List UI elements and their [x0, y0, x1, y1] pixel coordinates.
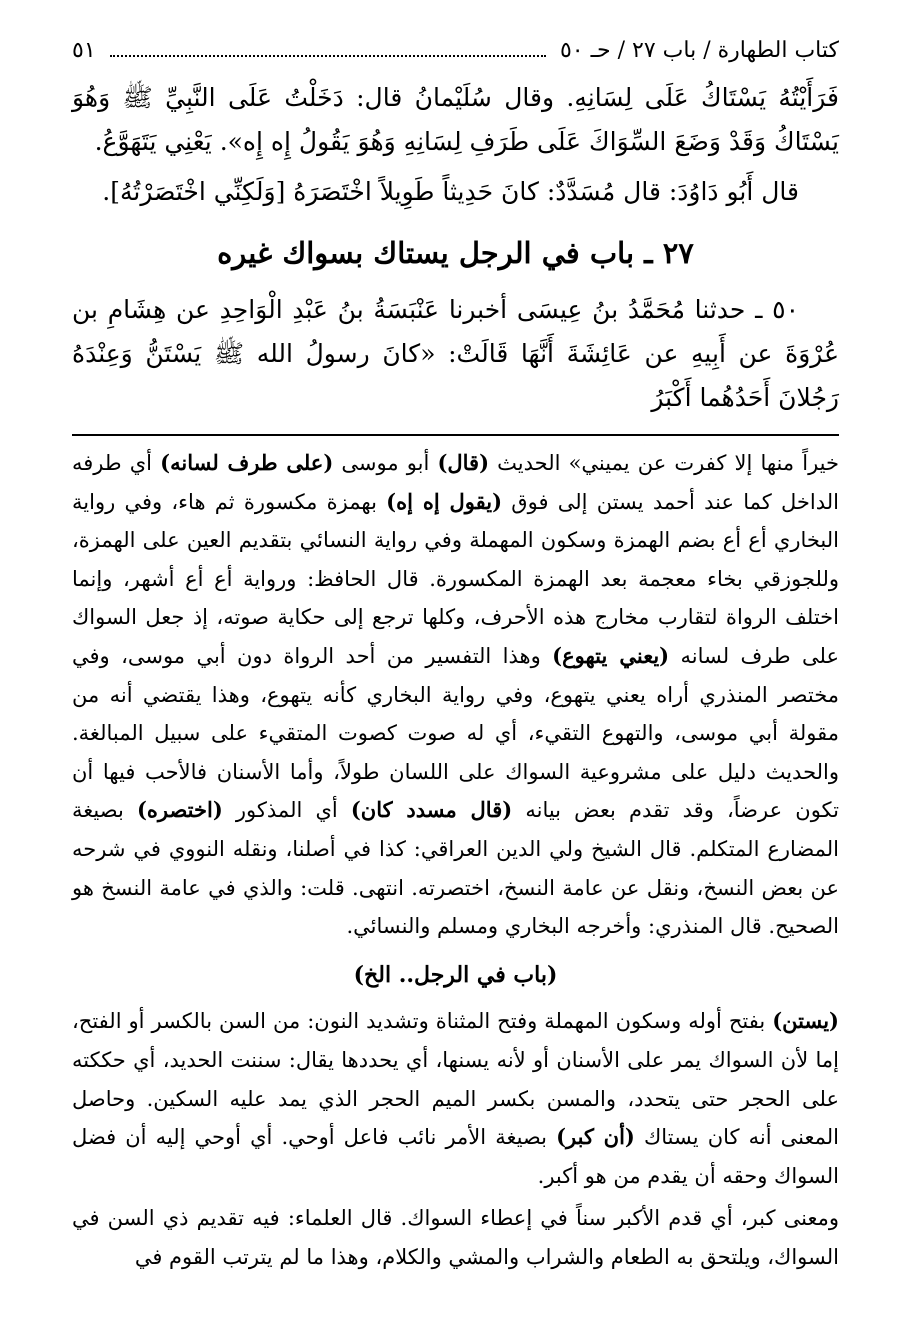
commentary-text: أبو موسى — [333, 451, 438, 475]
main-paragraph: فَرَأَيْتُهُ يَسْتَاكُ عَلَى لِسَانِهِ. وقال سُلَيْمانُ قال: دَخَلْتُ عَلَى النَّبِيِّ ﷺ وَهُوَ يَسْتَاكُ وَقَدْ وَضَعَ السِّوَاكَ عَلَى طَرَفِ لِسَانِهِ وَهُوَ يَقُولُ إِه إِه». يَعْنِي يَتَهَوَّعُ. — [72, 83, 839, 156]
commentary-keyword: (يقول إه إه) — [386, 488, 503, 514]
commentary-text: بصيغة الأمر نائب فاعل أوحي. أي أوحي إليه أن فضل السواك وحقه أن يقدم من هو أكبر. — [72, 1125, 839, 1188]
main-text — [72, 76, 839, 214]
main-paragraph: قال أَبُو دَاوُدَ: قال مُسَدَّدٌ: كانَ حَدِيثاً طَوِيلاً اخْتَصَرَهُ [وَلَكِنِّي اخْتَصَرْتُهُ]. — [102, 177, 799, 206]
commentary-text: بفتح أوله وسكون المهملة وفتح المثناة وتشديد النون: من السن بالكسر أو الفتح، إما لأن السواك يمر على الأسنان أو لأنه يسنها، أي يحددها يقال: سننت الحديد، أي حككته على الحجر حتى يتحدد، والمسن بكسر الميم الحجر الذي يمد عليه السكين. وحاصل المعنى أنه كان يستاك — [72, 1009, 839, 1150]
commentary-keyword: (اختصره) — [136, 797, 223, 823]
commentary-text: أي طرفه الداخل كما عند أحمد يستن إلى فوق — [72, 451, 839, 514]
commentary-paragraph — [72, 1002, 839, 1195]
commentary-text: بصيغة المضارع المتكلم. قال الشيخ ولي الدين العراقي: كذا في أصلنا، ونقله النووي في شرحه عن بعض النسخ، ونقل عن عامة النسخ، اختصرته. انتهى. قلت: والذي في عامة النسخ هو الصحيح. قال المنذري: وأخرجه البخاري ومسلم والنسائي. — [72, 798, 839, 939]
running-header — [72, 30, 839, 72]
commentary-keyword: (يستن) — [772, 1008, 839, 1034]
footnote-divider — [72, 434, 839, 436]
commentary-keyword: (قال) — [437, 450, 490, 475]
commentary — [72, 444, 839, 1276]
commentary-keyword: (على طرف لسانه) — [160, 450, 334, 475]
commentary-text: خيراً منها إلا كفرت عن يميني» الحديث — [489, 451, 839, 475]
commentary-paragraph: ومعنى كبر، أي قدم الأكبر سناً في إعطاء السواك. قال العلماء: فيه تقديم ذي السن في السواك، ويلتحق به الطعام والشراب والمشي والكلام، وهذا ما لم يترتب القوم في — [72, 1206, 839, 1269]
commentary-paragraph — [72, 444, 839, 946]
hadith-text — [72, 288, 839, 420]
commentary-keyword: (قال مسدد كان) — [350, 797, 513, 823]
commentary-keyword: (أن كبر) — [556, 1124, 635, 1150]
leader-dots — [110, 55, 546, 57]
hadith-paragraph: ٥٠ ـ حدثنا مُحَمَّدُ بنُ عِيسَى أخبرنا عَنْبَسَةُ بنُ عَبْدِ الْوَاحِدِ عن هِشَامِ بن عُرْوَةَ عن أَبِيهِ عن عَائِشَةَ أَنَّهَا قَالَتْ: «كانَ رسولُ الله ﷺ يَسْتَنُّ وَعِنْدَهُ رَجُلانَ أَحَدُهُما أَكْبَرُ — [72, 295, 839, 412]
commentary-text: وهذا التفسير من أحد الرواة دون أبي موسى، وفي مختصر المنذري أراه يعني يتهوع، وفي رواية البخاري كأنه يتهوع، وهذا يقتضي أنه من مقولة أبي موسى، والتهوع التقيء، أي له صوت كصوت المتقيء على سبيل المبالغة. والحديث دليل على مشروعية السواك على اللسان طولاً، وأما الأسنان فالأحب فيها أن تكون عرضاً، وقد تقدم بعض بيانه — [72, 643, 839, 823]
page-number: ٥١ — [72, 38, 96, 63]
chapter-heading: ٢٧ ـ باب في الرجل يستاك بسواك غيره — [217, 236, 694, 270]
commentary-keyword: (يعني يتهوع) — [552, 642, 670, 668]
running-title: كتاب الطهارة / باب ٢٧ / حـ ٥٠ — [559, 38, 839, 63]
commentary-sub-heading: (باب في الرجل.. الخ) — [353, 961, 558, 988]
commentary-text: بهمزة مكسورة ثم هاء، وفي رواية البخاري أع أع بضم الهمزة وسكون المهملة وفي رواية النسائي بتقديم العين على الهمزة، وللجوزقي بخاء معجمة بعد الهمزة المكسورة. قال الحافظ: ورواية أع أع أشهر، وإنما اختلف الرواة لتقارب مخارج هذه الأحرف، وكلها ترجع إلى حكاية صوته، إذ جعل السواك على طرف لسانه — [72, 489, 839, 668]
commentary-text: أي المذكور — [222, 798, 351, 823]
